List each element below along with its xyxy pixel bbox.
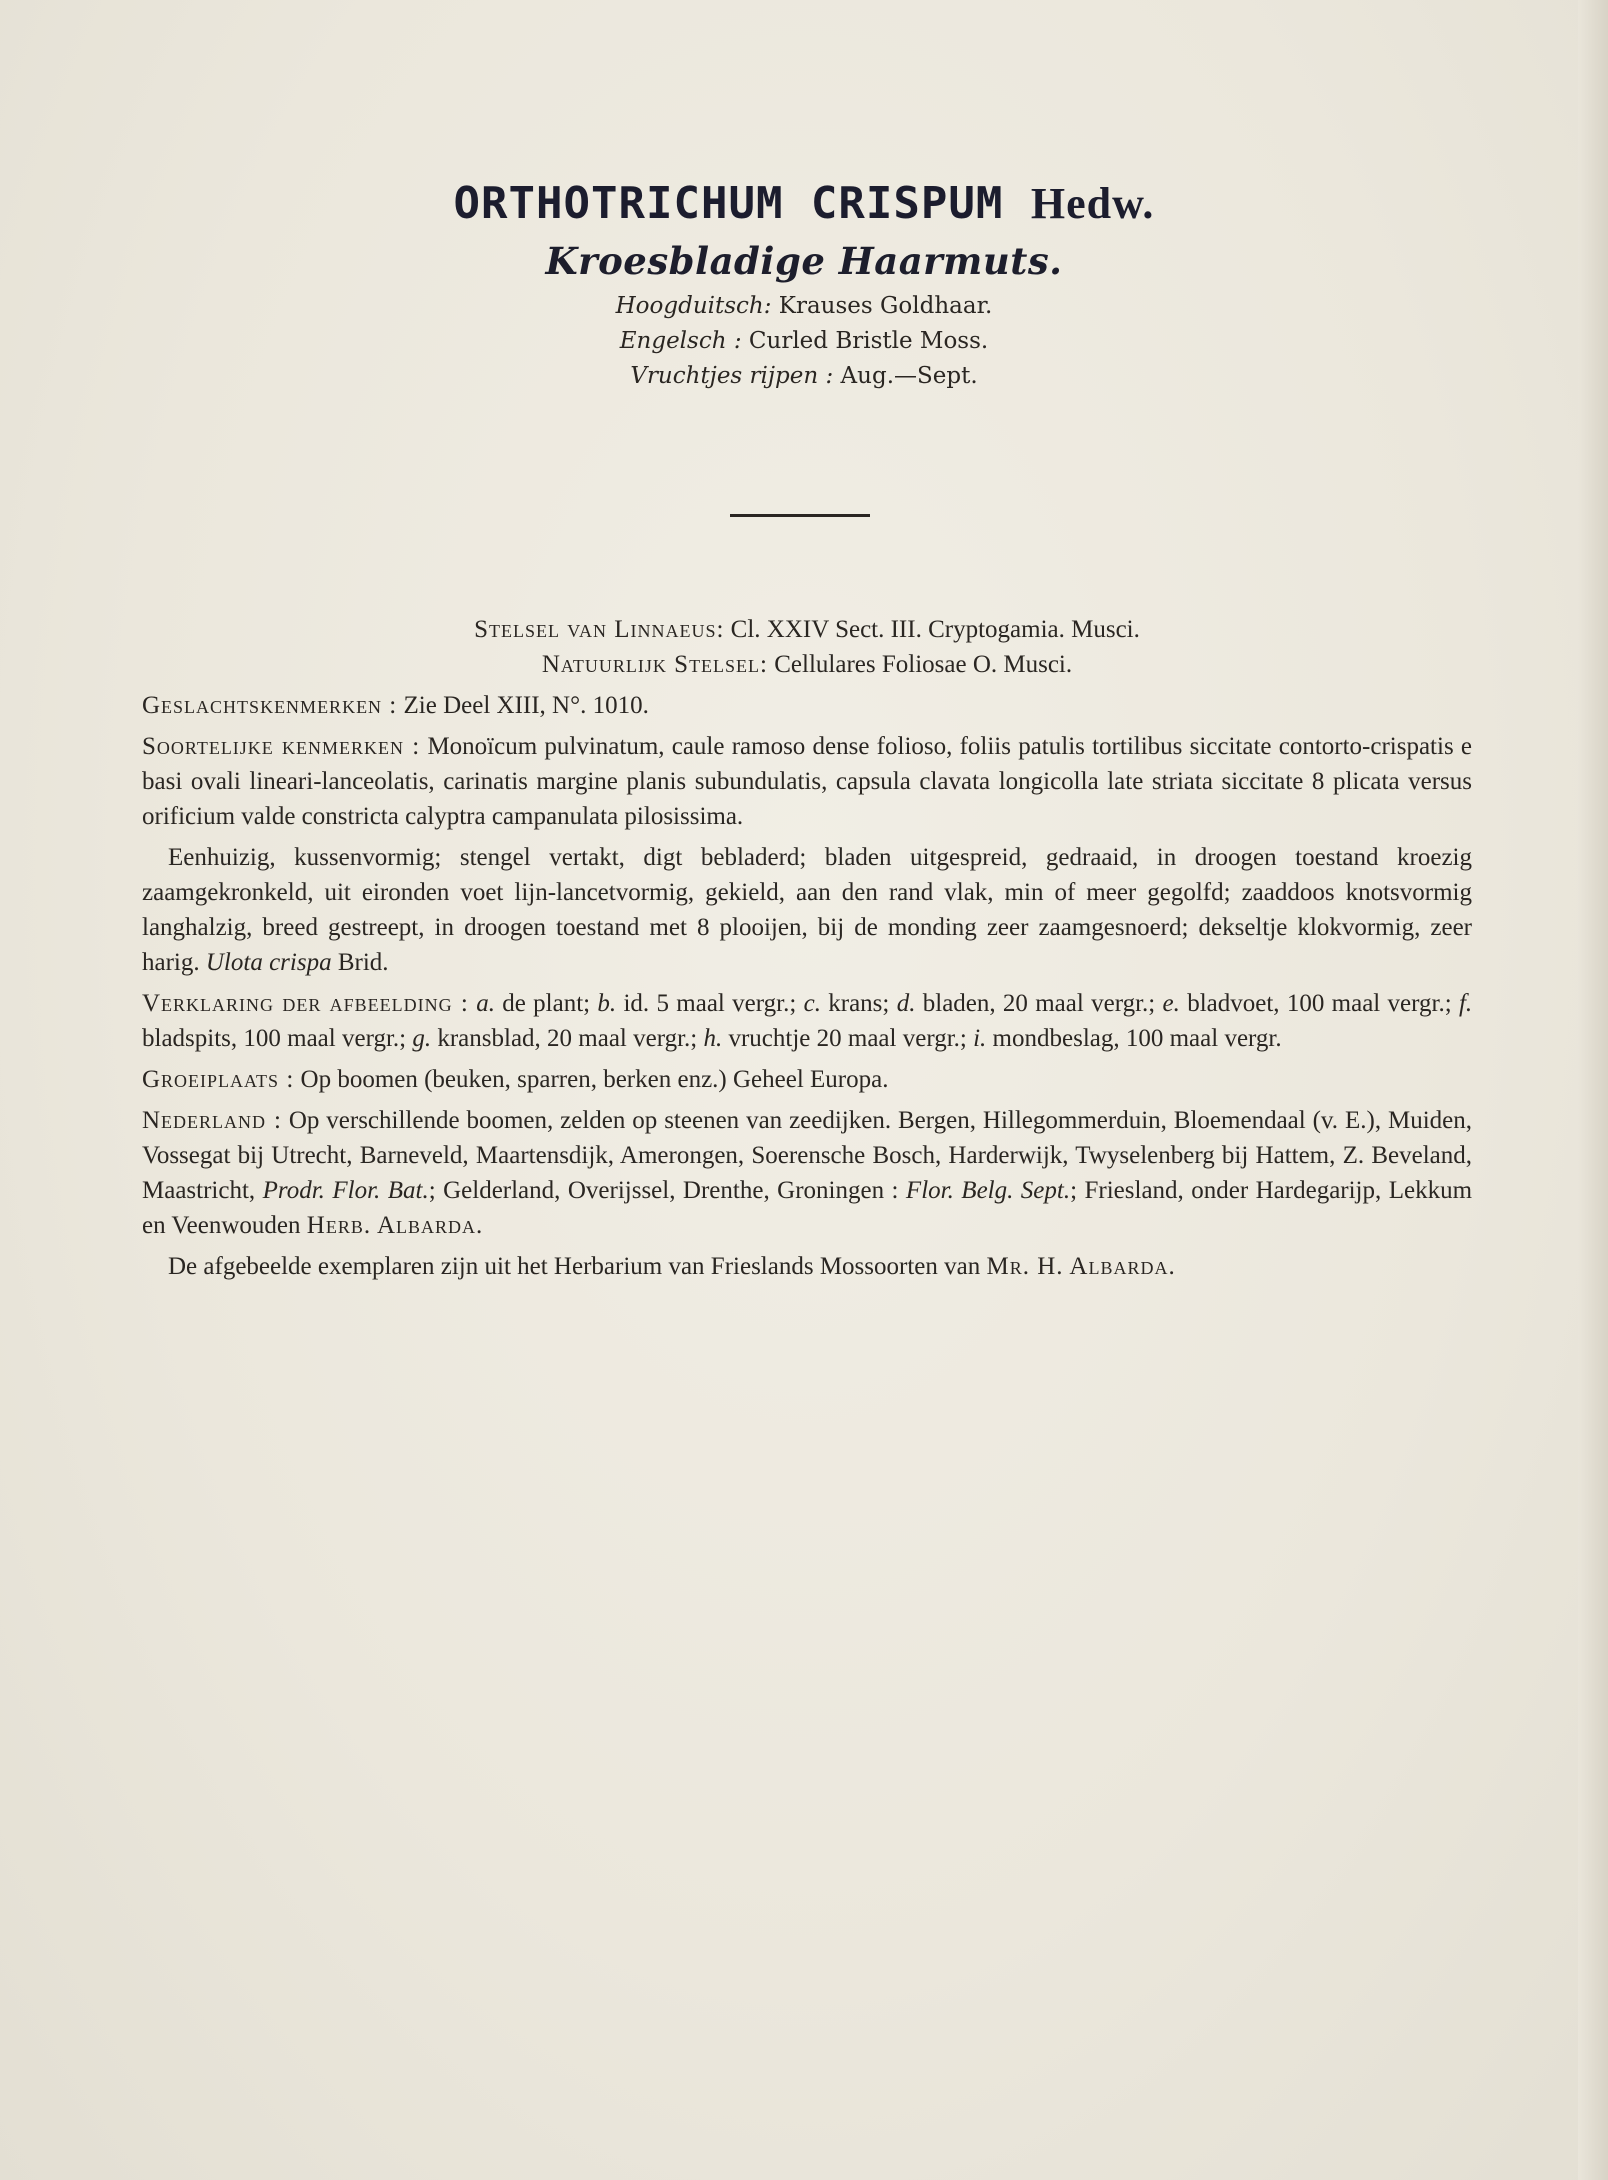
genus-characters xyxy=(142,688,1472,723)
species-title xyxy=(0,178,1608,229)
netherlands-text-2: ; Gelderland, Overijssel, Drenthe, Groningen : xyxy=(428,1177,899,1204)
closing-note xyxy=(142,1249,1472,1284)
figure-key: i. xyxy=(973,1025,987,1052)
figure-key: b. xyxy=(597,990,617,1017)
natural-system-label: Natuurlijk Stelsel: xyxy=(541,651,768,678)
synonym-author: Brid. xyxy=(337,949,389,976)
natural-system-line xyxy=(142,647,1472,682)
figure-key: e. xyxy=(1162,990,1180,1017)
figure-key-text: bladspits, 100 maal vergr.; xyxy=(142,1025,407,1052)
meta-german-label: Hoogduitsch: xyxy=(615,293,772,319)
linnaeus-text: Cl. XXIV Sect. III. Cryptogamia. Musci. xyxy=(730,616,1140,643)
genus-text: Zie Deel XIII, N°. 1010. xyxy=(403,692,649,719)
figure-key-text: mondbeslag, 100 maal vergr. xyxy=(992,1025,1282,1052)
figure-key-text: krans; xyxy=(828,990,890,1017)
species-latin-description: Monoïcum pulvinatum, caule ramoso dense folioso, foliis patulis tortilibus siccitate contorto-crispatis e basi ovali lineari-lanceolatis, carinatis margine planis subundulatis, capsula clavata longicolla late striata siccitate 8 plicata versus orificium valde constricta calyptra campanulata pilosissima. xyxy=(142,733,1473,830)
habitat-text: Op boomen (beuken, sparren, berken enz.) Geheel Europa. xyxy=(300,1066,889,1093)
citation-prodromus: Prodr. Flor. Bat. xyxy=(262,1177,429,1204)
natural-system-text: Cellulares Foliosae O. Musci. xyxy=(774,651,1073,678)
figure-key: d. xyxy=(896,990,916,1017)
meta-fruiting-value: Aug.—Sept. xyxy=(840,363,978,389)
netherlands-text-3: ; Friesland, onder Hardegarijp, Lekkum en Veenwouden xyxy=(142,1177,1473,1239)
netherlands-localities xyxy=(142,1103,1472,1243)
synonym-name: Ulota crispa xyxy=(205,949,332,976)
species-description xyxy=(142,612,1472,1284)
header-divider xyxy=(730,514,870,517)
meta-fruiting-label: Vruchtjes rijpen : xyxy=(630,363,834,389)
figure-key-text: bladvoet, 100 maal vergr.; xyxy=(1187,990,1452,1017)
figure-key-text: vruchtje 20 maal vergr.; xyxy=(728,1025,967,1052)
closing-name: Mr. H. Albarda. xyxy=(986,1253,1176,1280)
species-scientific-name: ORTHOTRICHUM CRISPUM xyxy=(453,178,1004,229)
figure-explanation xyxy=(142,986,1472,1056)
closing-text: De afgebeelde exemplaren zijn uit het Herbarium van Frieslands Mossoorten van xyxy=(168,1253,981,1280)
species-characters xyxy=(142,729,1472,834)
figure-key-text: id. 5 maal vergr.; xyxy=(623,990,797,1017)
figure-key-text: de plant; xyxy=(502,990,591,1017)
linnaeus-line xyxy=(142,612,1472,647)
species-dutch-description: Eenhuizig, kussenvormig; stengel vertakt, digt bebladerd; bladen uitgespreid, gedraaid, in droogen toestand kroezig zaamgekronkeld, uit eironden voet lijn-lancetvormig, gekield, aan den rand vlak, min of meer gegolfd; zaaddoos knotsvormig langhalzig, breed gestreept, in droogen toestand met 8 plooijen, bij de monding zeer zaamgesnoerd; dekseltje klokvormig, zeer harig. xyxy=(142,844,1472,976)
meta-english-label: Engelsch : xyxy=(619,328,742,354)
netherlands-text-1: Op verschillende boomen, zelden op steenen van zeedijken. Bergen, Hillegommerduin, Bloemendaal (v. E.), Muiden, Vossegat bij Utrecht, Barneveld, Maartensdijk, Amerongen, Soerensche Bosch, Harderwijk, Twyselenberg bij Hattem, Z. Beveland, Maastricht, xyxy=(142,1107,1472,1204)
meta-german-value: Krauses Goldhaar. xyxy=(778,293,993,319)
figure-key: h. xyxy=(703,1025,723,1052)
figure-key-text: kransblad, 20 maal vergr.; xyxy=(437,1025,698,1052)
netherlands-label: Nederland : xyxy=(142,1107,282,1134)
figure-key-text: bladen, 20 maal vergr.; xyxy=(922,990,1156,1017)
species-author: Hedw. xyxy=(1030,179,1155,228)
species-header xyxy=(0,178,1608,388)
meta-english xyxy=(0,330,1608,353)
habitat xyxy=(142,1062,1472,1097)
species-characters-label: Soortelijke kenmerken : xyxy=(142,733,421,760)
genus-label: Geslachtskenmerken : xyxy=(142,692,398,719)
meta-fruiting xyxy=(0,365,1608,388)
meta-english-value: Curled Bristle Moss. xyxy=(748,328,989,354)
figure-explanation-label: Verklaring der afbeelding : xyxy=(142,990,469,1017)
linnaeus-label: Stelsel van Linnaeus: xyxy=(474,616,725,643)
species-dutch-description-block xyxy=(142,840,1472,980)
figure-key: f. xyxy=(1458,990,1473,1017)
citation-flora-belgii: Flor. Belg. Sept. xyxy=(905,1177,1071,1204)
figure-key: c. xyxy=(803,990,821,1017)
meta-german xyxy=(0,295,1608,318)
habitat-label: Groeiplaats : xyxy=(142,1066,295,1093)
figure-key: a. xyxy=(476,990,495,1017)
herbarium-albarda: Herb. Albarda. xyxy=(306,1212,484,1239)
figure-key: g. xyxy=(412,1025,432,1052)
species-dutch-name: Kroesbladige Haarmuts. xyxy=(545,239,1063,283)
